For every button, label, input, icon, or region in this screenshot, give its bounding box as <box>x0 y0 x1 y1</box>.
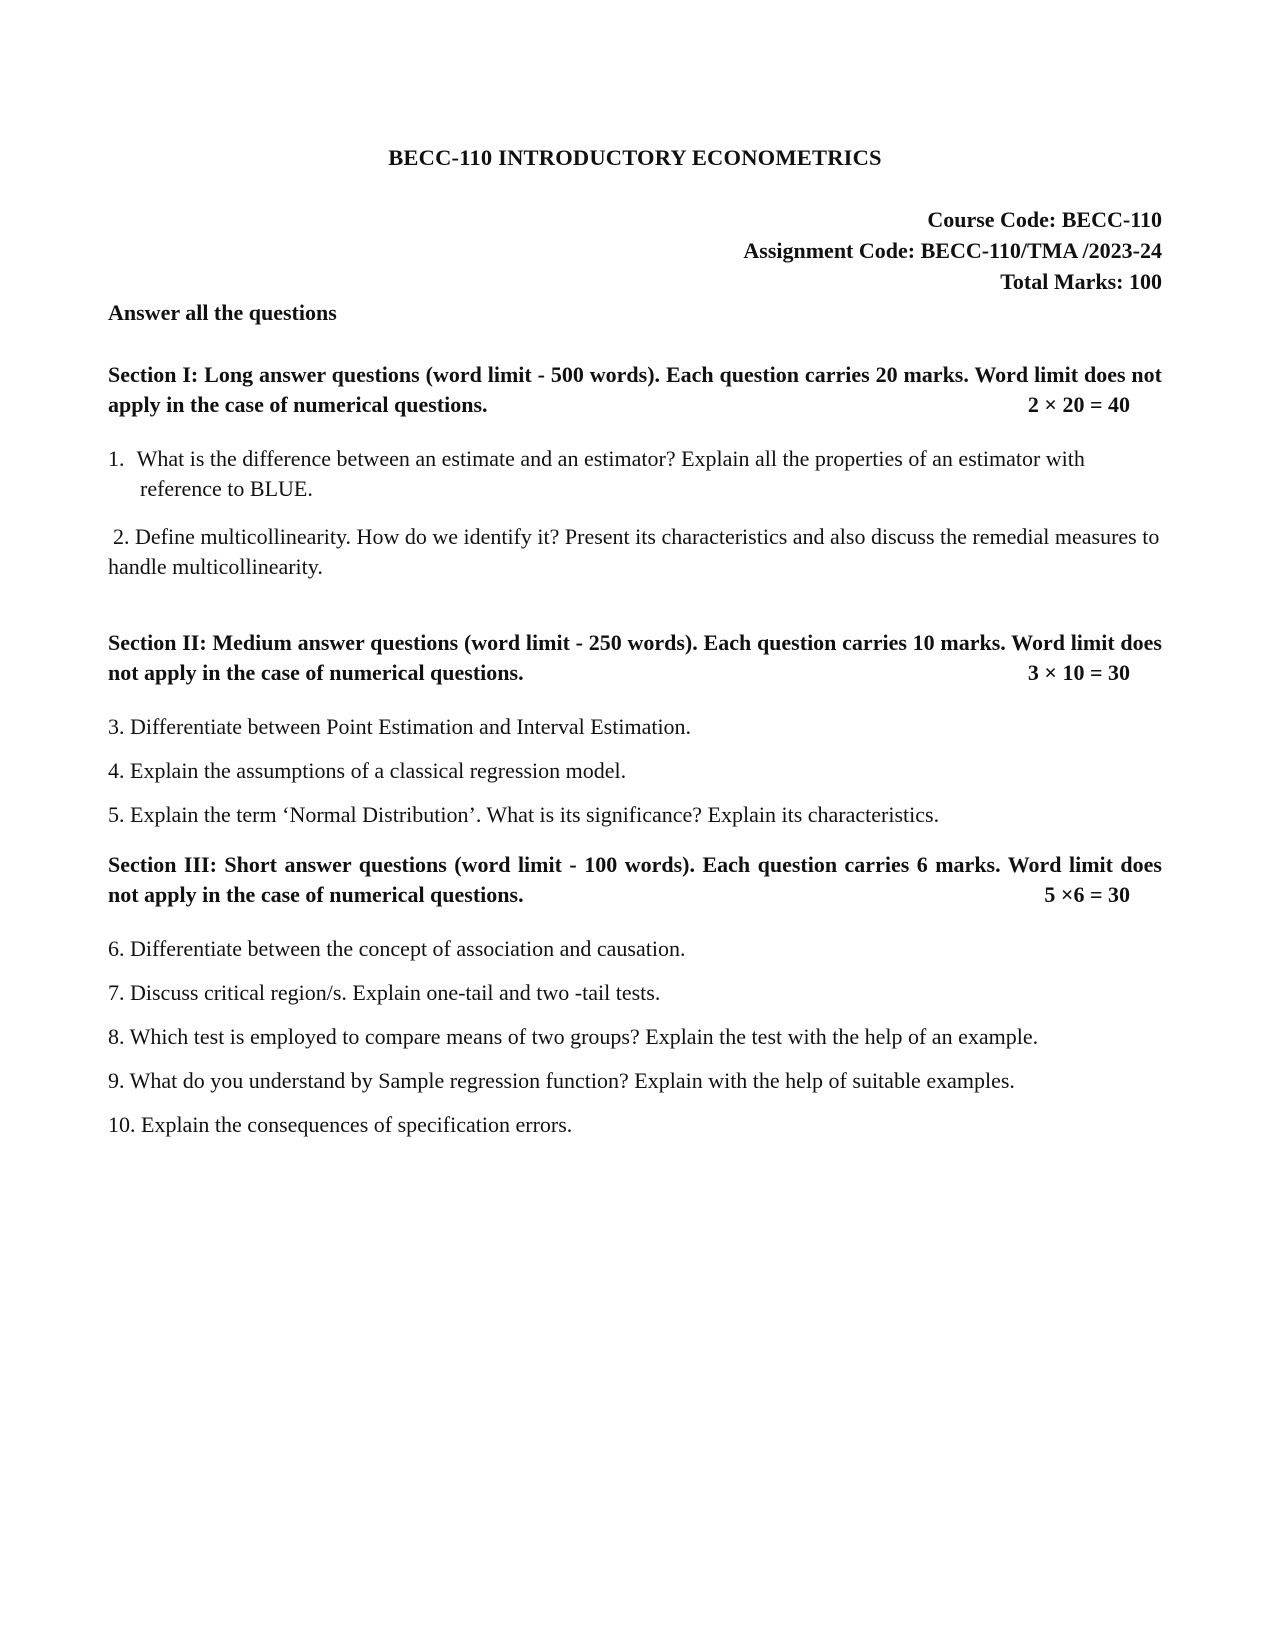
section-2-questions <box>108 712 1162 830</box>
section-1-heading-text: Section I: Long answer questions (word limit - 500 words). Each question carries 20 marks. Word limit does not apply in the case of numerical questions. <box>108 362 1162 417</box>
question-7-text: Discuss critical region/s. Explain one-tail and two -tail tests. <box>130 980 661 1005</box>
answer-instruction: Answer all the questions <box>108 300 337 325</box>
assignment-code-line: Assignment Code: BECC-110/TMA /2023-24 <box>743 238 1162 263</box>
section-3-questions <box>108 934 1162 1140</box>
question-5-text: Explain the term ‘Normal Distribution’. What is its significance? Explain its characteristics. <box>130 802 940 827</box>
question-6-number: 6. <box>108 936 125 961</box>
question-10-number: 10. <box>108 1112 136 1137</box>
section-1-questions <box>108 444 1162 582</box>
question-8 <box>108 1022 1162 1052</box>
question-1 <box>108 444 1162 504</box>
question-5 <box>108 800 1162 830</box>
question-2-text: Define multicollinearity. How do we identify it? Present its characteristics and also discuss the remedial measures to handle multicollinearity. <box>108 524 1160 579</box>
question-1-number: 1. <box>108 446 125 471</box>
section-3-heading <box>108 850 1162 910</box>
question-10-text: Explain the consequences of specification errors. <box>141 1112 573 1137</box>
question-2-number: 2. <box>113 524 130 549</box>
section-2-marks: 3 × 10 = 30 <box>1027 660 1130 685</box>
question-10 <box>108 1110 1162 1140</box>
section-3-heading-text: Section III: Short answer questions (word limit - 100 words). Each question carries 6 marks. Word limit does not apply in the case of numerical questions. <box>108 852 1162 907</box>
section-3-marks: 5 ×6 = 30 <box>1044 882 1130 907</box>
question-3 <box>108 712 1162 742</box>
section-1-marks: 2 × 20 = 40 <box>1027 392 1130 417</box>
section-2-heading-text: Section II: Medium answer questions (word limit - 250 words). Each question carries 10 marks. Word limit does not apply in the case of numerical questions. <box>108 630 1162 685</box>
question-5-number: 5. <box>108 802 125 827</box>
question-4-number: 4. <box>108 758 125 783</box>
question-2 <box>108 522 1162 582</box>
question-9 <box>108 1066 1162 1096</box>
question-7 <box>108 978 1162 1008</box>
question-8-text: Which test is employed to compare means of two groups? Explain the test with the help of an example. <box>129 1024 1039 1049</box>
question-7-number: 7. <box>108 980 125 1005</box>
question-1-text: What is the difference between an estimate and an estimator? Explain all the properties of an estimator with reference to BLUE. <box>136 446 1085 501</box>
page-title: BECC-110 INTRODUCTORY ECONOMETRICS <box>388 145 882 170</box>
question-9-number: 9. <box>108 1068 125 1093</box>
question-6 <box>108 934 1162 964</box>
course-info-block <box>108 204 1162 297</box>
question-4-text: Explain the assumptions of a classical regression model. <box>130 758 627 783</box>
question-6-text: Differentiate between the concept of association and causation. <box>130 936 686 961</box>
question-3-text: Differentiate between Point Estimation and Interval Estimation. <box>130 714 692 739</box>
question-9-text: What do you understand by Sample regression function? Explain with the help of suitable examples. <box>129 1068 1015 1093</box>
document-content <box>108 143 1162 1140</box>
section-1-heading <box>108 360 1162 420</box>
question-4 <box>108 756 1162 786</box>
section-2-heading <box>108 628 1162 688</box>
question-3-number: 3. <box>108 714 125 739</box>
question-8-number: 8. <box>108 1024 125 1049</box>
total-marks-line: Total Marks: 100 <box>1000 269 1162 294</box>
course-code-line: Course Code: BECC-110 <box>927 207 1162 232</box>
